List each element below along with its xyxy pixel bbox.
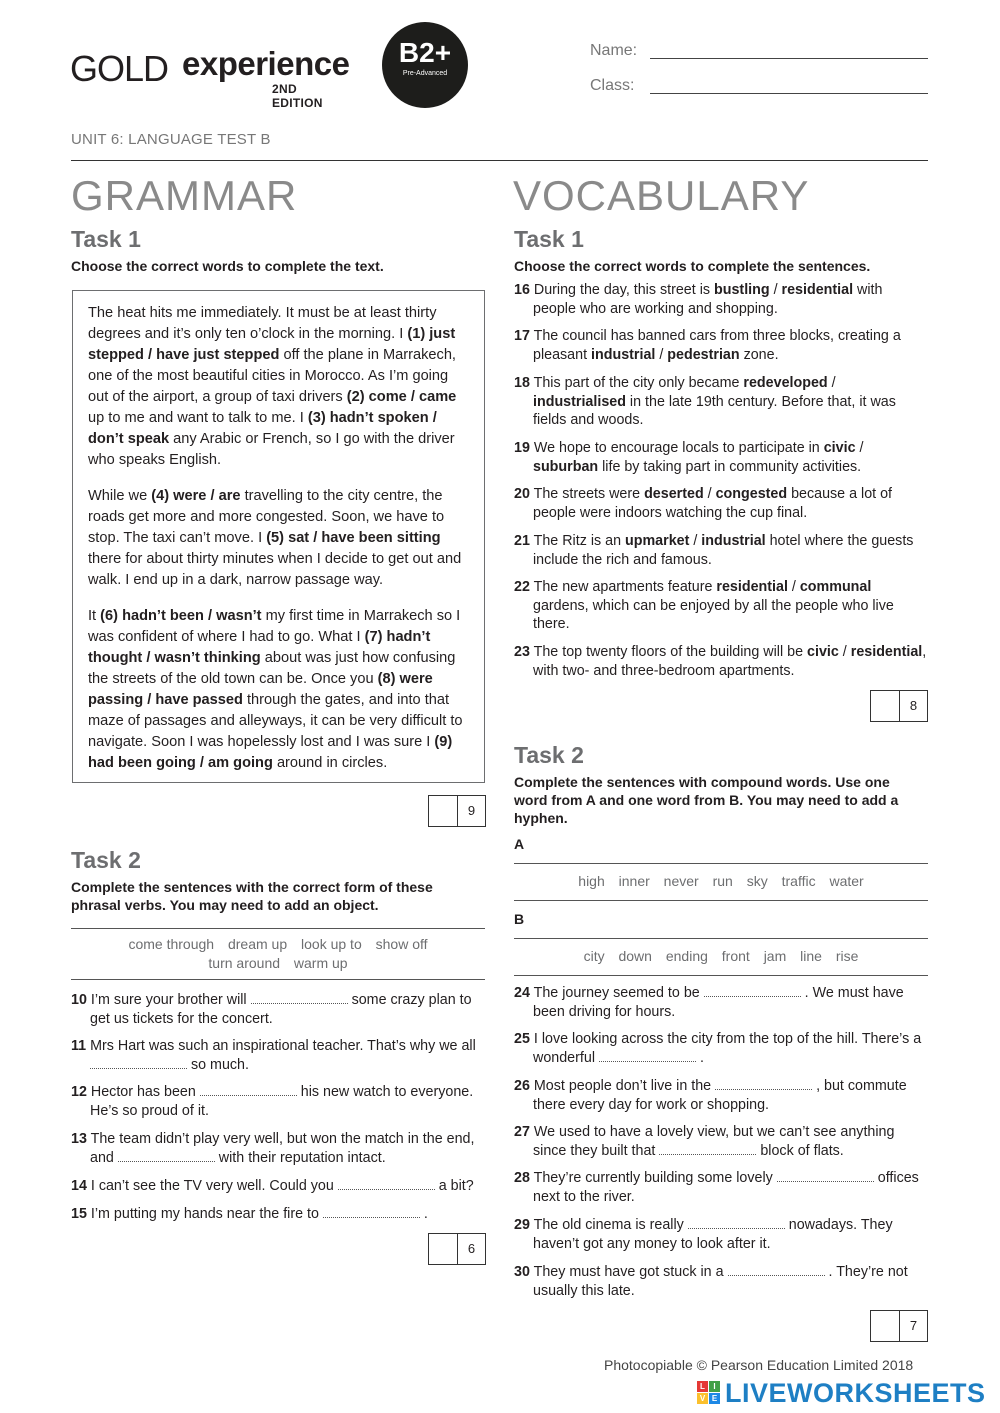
question-number: 17 — [514, 328, 530, 344]
phrasal-verb-bank — [71, 928, 485, 980]
badge-sub: Pre-Advanced — [402, 70, 448, 77]
question-text: zone. — [739, 346, 779, 363]
word: down — [618, 948, 652, 964]
copyright-notice: Photocopiable © Pearson Education Limited 2018 — [604, 1357, 914, 1373]
word: inner — [618, 873, 650, 889]
slash: / — [143, 692, 156, 708]
paragraph-2 — [88, 486, 469, 591]
option-a[interactable]: bustling — [714, 282, 770, 298]
option-b[interactable]: pedestrian — [667, 346, 740, 363]
answer-blank[interactable] — [659, 1143, 756, 1155]
answer-blank[interactable] — [704, 985, 801, 997]
question-number: 13 — [71, 1131, 87, 1147]
question-text: They must have got stuck in a — [533, 1264, 728, 1280]
question-text: because a lot of people were indoors watching the cup final. — [533, 486, 893, 521]
vocab-task2-title: Task 2 — [514, 742, 584, 768]
question-number: 11 — [71, 1038, 87, 1054]
word: line — [800, 948, 822, 964]
question-number: 30 — [514, 1264, 530, 1280]
label-a: A — [514, 836, 525, 852]
grammar-task1-instruction: Choose the correct words to complete the text. — [71, 258, 384, 274]
word: high — [578, 873, 605, 889]
question-text: Most people don’t live in the — [533, 1078, 716, 1094]
question-text: The new apartments feature — [533, 579, 717, 595]
name-field — [590, 42, 650, 60]
question-text: in the late 19th century. Before that, it was fields and woods. — [533, 393, 896, 429]
option-b[interactable]: industrialised — [533, 393, 626, 410]
text: there for about thirty minutes when I decide to get out and walk. I end up in a dark, narrow passage way. — [88, 551, 462, 588]
word: warm up — [293, 955, 348, 971]
question-number: 25 — [514, 1031, 530, 1047]
grammar-task1-title: Task 1 — [71, 226, 141, 252]
name-label: Name: — [590, 42, 638, 59]
score-total: 9 — [467, 803, 476, 818]
question-number: 29 — [514, 1217, 530, 1233]
question-text: They’re currently building some lovely — [533, 1170, 777, 1186]
vocab-task2-instruction: Complete the sentences with compound words. Use one word from A and one word from B. You may need to add a hyphen. — [514, 774, 899, 826]
question-text: offices next to the river. — [533, 1170, 919, 1205]
answer-blank[interactable] — [777, 1170, 874, 1182]
option-8b[interactable]: have passed — [155, 692, 243, 708]
question-text: The team didn’t play very well, but won the match in the end, and — [90, 1131, 475, 1166]
logo-experience: experience — [182, 45, 350, 82]
question-text: I’m putting my hands near the fire to — [90, 1206, 323, 1222]
answer-blank[interactable] — [715, 1078, 812, 1090]
slash: / — [142, 650, 155, 666]
word: turn around — [208, 955, 281, 971]
slash: / — [206, 488, 219, 504]
answer-blank[interactable] — [118, 1150, 215, 1162]
question-30 — [514, 1263, 928, 1300]
option-5b[interactable]: have been sitting — [321, 530, 441, 546]
vocab-task1-instruction: Choose the correct words to complete the sentences. — [514, 258, 871, 274]
score-box-vocab-task1[interactable] — [870, 690, 928, 722]
question-24 — [514, 984, 928, 1021]
answer-blank[interactable] — [338, 1178, 435, 1190]
text: around in circles. — [272, 755, 388, 771]
option-a[interactable]: upmarket — [625, 533, 690, 549]
word-bank-a — [514, 863, 928, 901]
word: look up to — [301, 936, 362, 952]
name-line[interactable] — [650, 58, 928, 59]
question-number: 14 — [71, 1178, 87, 1194]
icon-letter: V — [697, 1393, 708, 1404]
text: travelling to the city centre, the roads get more and more congested. Soon, we have to stop. The taxi can’t move. I — [88, 488, 445, 546]
text: through the gates, and into that maze of passages and alleyways, it can be very difficult to navigate. Soon I was hopelessly lost and I was sure I — [88, 692, 463, 750]
word: sky — [746, 873, 768, 889]
question-17: 17 The council has banned cars from three blocks, creating a pleasant industrial / pedestrian zone. — [514, 328, 901, 363]
question-text: so much. — [187, 1056, 249, 1073]
option-b[interactable]: suburban — [533, 458, 599, 475]
question-text: . They’re not usually this late. — [533, 1264, 908, 1299]
word: rise — [835, 948, 859, 964]
option-2b[interactable]: came — [418, 389, 457, 405]
vocabulary-heading: VOCABULARY — [513, 172, 810, 219]
question-text: his new watch to everyone. He’s so proud of it. — [90, 1084, 474, 1119]
question-20: 20 The streets were deserted / congested because a lot of people were indoors watching the cup final. — [514, 486, 893, 521]
question-27 — [514, 1123, 928, 1160]
question-number: 16 — [514, 282, 530, 298]
paragraph-3 — [88, 606, 469, 774]
question-text: The journey seemed to be — [533, 985, 704, 1001]
question-text: some crazy plan to get us tickets for the concert. — [90, 992, 472, 1027]
word: water — [829, 873, 864, 889]
question-text: The old cinema is really — [533, 1217, 688, 1233]
question-12 — [71, 1083, 486, 1120]
question-26 — [514, 1077, 928, 1114]
text: any Arabic or French, so I go with the driver who speaks English. — [88, 431, 455, 468]
question-number: 12 — [71, 1084, 87, 1100]
text: off the plane in Marrakech, one of the most beautiful cities in Morocco. As I’m going out of the airport, a group of taxi drivers — [88, 347, 456, 405]
question-text: I’m sure your brother will — [90, 992, 251, 1008]
question-16: 16 During the day, this street is bustling / residential with people who are working and shopping. — [514, 282, 883, 317]
badge-level: B2+ — [398, 37, 452, 68]
slash: / — [203, 608, 217, 624]
word: dream up — [227, 936, 288, 952]
question-number: 27 — [514, 1124, 530, 1140]
question-text: , with two- and three-bedroom apartments. — [533, 644, 927, 679]
question-21: 21 The Ritz is an upmarket / industrial hotel where the guests include the rich and famous. — [514, 533, 914, 568]
logo-gold: GOLD — [70, 48, 169, 89]
option-1b[interactable]: have just stepped — [156, 347, 280, 363]
answer-blank[interactable] — [728, 1264, 825, 1276]
option-a[interactable]: civic — [823, 440, 856, 456]
class-line[interactable] — [650, 93, 928, 94]
word: city — [583, 948, 605, 964]
vocab-task1-title: Task 1 — [514, 226, 584, 252]
option-a[interactable]: industrial — [591, 346, 656, 363]
slash: / — [309, 530, 322, 546]
icon-letter: E — [709, 1393, 720, 1404]
word: come through — [128, 936, 215, 952]
option-6a[interactable]: (6) hadn’t been — [100, 608, 204, 624]
slash: / — [195, 755, 209, 771]
option-5a[interactable]: (5) sat — [266, 530, 310, 546]
icon-letter: L — [697, 1381, 708, 1392]
label-b: B — [514, 911, 525, 927]
option-9a[interactable]: (9) had been going — [88, 734, 453, 771]
logo-edition: 2ND EDITION — [272, 82, 323, 110]
paragraph-1 — [88, 303, 469, 471]
question-number: 24 — [514, 985, 530, 1001]
question-10 — [71, 991, 486, 1028]
answer-blank[interactable] — [90, 1057, 187, 1069]
word: run — [712, 873, 733, 889]
question-28 — [514, 1169, 928, 1206]
question-text: Hector has been — [90, 1084, 200, 1100]
slash: / — [143, 347, 157, 363]
slash: / — [406, 389, 419, 405]
grammar-text-box — [72, 290, 485, 783]
liveworksheets-icon — [697, 1381, 721, 1405]
question-13 — [71, 1130, 486, 1167]
option-1a[interactable]: (1) just stepped — [88, 326, 456, 363]
option-b[interactable]: residential — [781, 282, 854, 298]
question-number: 15 — [71, 1206, 87, 1222]
question-19: 19 We hope to encourage locals to participate in civic / suburban life by taking part in community activities. — [514, 440, 864, 475]
option-4a[interactable]: (4) were — [151, 488, 207, 504]
option-b[interactable]: communal — [799, 579, 872, 595]
question-text: This part of the city only became — [533, 375, 744, 391]
text: The heat hits me immediately. It must be at least thirty degrees and it’s only ten o’clock in the morning. I — [88, 305, 437, 342]
text: my first time in Marrakech so I was confident of where I had to go. What I — [88, 608, 461, 645]
option-7b[interactable]: wasn’t thinking — [154, 650, 261, 666]
grammar-task2-title: Task 2 — [71, 847, 141, 873]
liveworksheets-text: LIVEWORKSHEETS — [725, 1378, 986, 1408]
level-badge — [382, 22, 468, 108]
option-b[interactable]: congested — [715, 486, 788, 502]
option-3a[interactable]: (3) hadn’t spoken — [307, 410, 429, 426]
word: jam — [763, 948, 787, 964]
question-text: The top twenty floors of the building will be — [533, 644, 808, 660]
text: It — [88, 608, 101, 624]
unit-title: UNIT 6: LANGUAGE TEST B — [71, 131, 271, 148]
question-number: 18 — [514, 375, 530, 391]
question-text: The streets were — [533, 486, 645, 502]
option-7a[interactable]: (7) hadn’t thought — [88, 629, 431, 666]
score-total: 7 — [909, 1318, 918, 1333]
word: never — [663, 873, 699, 889]
grammar-heading: GRAMMAR — [71, 172, 298, 219]
question-text: a bit? — [434, 1178, 474, 1194]
word: traffic — [781, 873, 816, 889]
word-row — [71, 954, 485, 973]
question-text: nowadays. They haven’t got any money to look after it. — [533, 1217, 893, 1252]
question-11 — [71, 1037, 486, 1074]
question-text: , but commute there every day for work or shopping. — [533, 1078, 907, 1113]
question-text: . We must have been driving for hours. — [533, 985, 904, 1020]
option-b[interactable]: industrial — [701, 533, 766, 549]
question-text: . — [695, 1049, 704, 1066]
question-text: gardens, which can be enjoyed by all the people who live there. — [533, 597, 894, 633]
score-total: 6 — [467, 1241, 476, 1256]
header-divider — [71, 160, 928, 161]
option-a[interactable]: redeveloped — [743, 375, 828, 391]
question-number: 21 — [514, 533, 530, 549]
word: front — [721, 948, 750, 964]
question-text: Mrs Hart was such an inspirational teacher. That’s why we all — [90, 1038, 476, 1054]
question-text: with people who are working and shopping. — [533, 282, 883, 317]
question-text: The Ritz is an — [533, 533, 625, 549]
option-9b[interactable]: am going — [208, 755, 273, 771]
question-number: 28 — [514, 1170, 530, 1186]
option-8a[interactable]: (8) were passing — [88, 671, 433, 708]
option-6b[interactable]: wasn’t — [216, 608, 262, 624]
question-number: 26 — [514, 1078, 530, 1094]
score-box-grammar-task1[interactable] — [428, 795, 486, 827]
question-text: hotel where the guests include the rich and famous. — [533, 533, 914, 568]
word: show off — [375, 936, 428, 952]
option-4b[interactable]: are — [218, 488, 241, 504]
text: up to me and want to talk to me. I — [88, 410, 308, 426]
question-text: The council has banned cars from three blocks, creating a pleasant — [533, 328, 901, 363]
score-box-vocab-task2[interactable] — [870, 1310, 928, 1342]
icon-letter: I — [709, 1381, 720, 1392]
question-number: 22 — [514, 579, 530, 595]
question-text: We used to have a lovely view, but we can’t see anything since they built that — [533, 1124, 895, 1159]
question-text: We hope to encourage locals to participate in — [533, 440, 824, 456]
option-b[interactable]: residential — [850, 644, 923, 660]
text: While we — [88, 488, 152, 504]
option-3b[interactable]: don’t speak — [88, 431, 170, 447]
class-field — [590, 77, 650, 95]
answer-blank[interactable] — [251, 992, 348, 1004]
word-bank-b — [514, 938, 928, 976]
slash: / — [428, 410, 437, 426]
score-total: 8 — [909, 698, 918, 713]
word-row — [71, 935, 485, 954]
option-a[interactable]: residential — [716, 579, 788, 595]
answer-blank[interactable] — [323, 1206, 420, 1218]
question-18: 18 This part of the city only became redeveloped / industrialised in the late 19th century. Before that, it was fields and woods. — [514, 375, 896, 429]
option-a[interactable]: civic — [807, 644, 839, 660]
answer-blank[interactable] — [200, 1084, 297, 1096]
answer-blank[interactable] — [599, 1050, 696, 1062]
question-14 — [71, 1177, 486, 1196]
grammar-task2-instruction: Complete the sentences with the correct form of these phrasal verbs. You may need to add an object. — [71, 879, 433, 913]
question-number: 19 — [514, 440, 530, 456]
question-number: 10 — [71, 992, 87, 1008]
question-25 — [514, 1030, 928, 1067]
question-number: 20 — [514, 486, 530, 502]
option-2a[interactable]: (2) come — [346, 389, 407, 405]
option-a[interactable]: deserted — [644, 486, 704, 502]
question-23: 23 The top twenty floors of the building will be civic / residential, with two- and three-bedroom apartments. — [514, 644, 927, 679]
question-text: During the day, this street is — [533, 282, 715, 298]
question-29 — [514, 1216, 928, 1253]
question-22: 22 The new apartments feature residential / communal gardens, which can be enjoyed by all the people who live there. — [514, 579, 894, 633]
question-15 — [71, 1205, 486, 1224]
question-text: I love looking across the city from the top of the hill. There’s a wonderful — [533, 1031, 922, 1066]
question-number: 23 — [514, 644, 530, 660]
question-text: block of flats. — [756, 1142, 844, 1159]
word: ending — [665, 948, 708, 964]
question-text: with their reputation intact. — [214, 1149, 386, 1166]
question-text: . — [419, 1206, 428, 1222]
text: about was just how confusing the streets of the old town can be. Once you — [88, 650, 456, 687]
score-box-grammar-task2[interactable] — [428, 1233, 486, 1265]
class-label: Class: — [590, 77, 635, 94]
question-text: I can’t see the TV very well. Could you — [90, 1178, 338, 1194]
question-text: life by taking part in community activities. — [598, 458, 862, 475]
answer-blank[interactable] — [688, 1217, 785, 1229]
